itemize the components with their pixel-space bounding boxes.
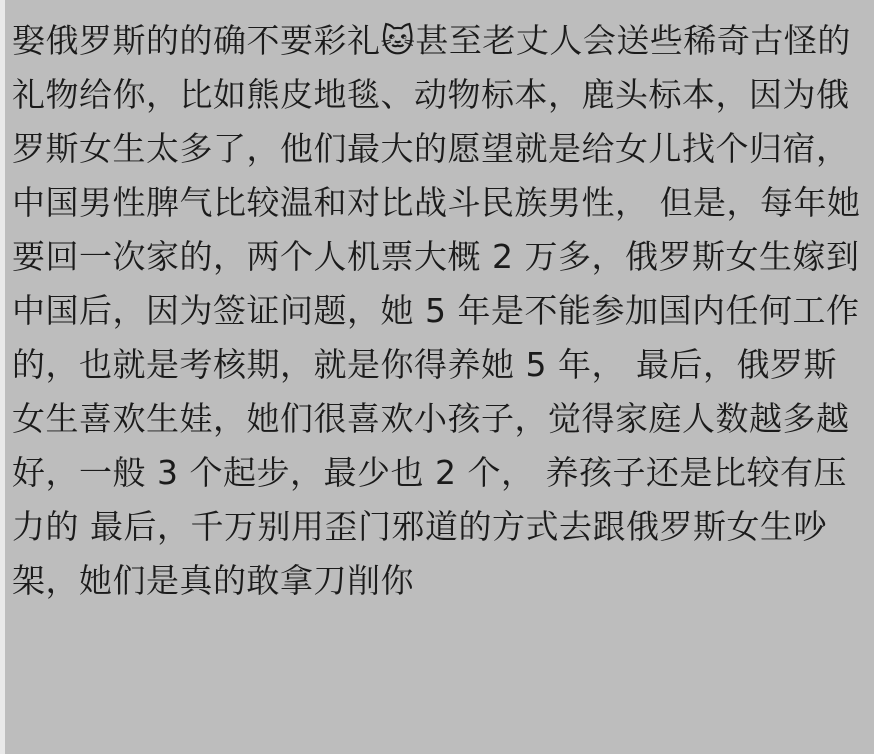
comment-text: 娶俄罗斯的的确不要彩礼🐱甚至老丈人会送些稀奇古怪的礼物给你，比如熊皮地毯、动物标本，鹿头标本，因为俄罗斯女生太多了，他们最大的愿望就是给女儿找个归宿，中国男性脾气比较温和对比战斗民族男性， 但是，每年她要回一次家的，两个人机票大概 2 万多，俄罗斯女生嫁到中国后，因为签证问题，她 5 年是不能参加国内任何工作的，也就是考核期，就是你得养她 5 年， 最后，俄罗斯女生喜欢生娃，她们很喜欢小孩子，觉得家庭人数越多越好，一般 3 个起步，最少也 2 个， 养孩子还是比较有压力的 最后，千万别用歪门邪道的方式去跟俄罗斯女生吵架，她们是真的敢拿刀削你	[12, 21, 861, 600]
left-margin-strip	[0, 0, 5, 754]
